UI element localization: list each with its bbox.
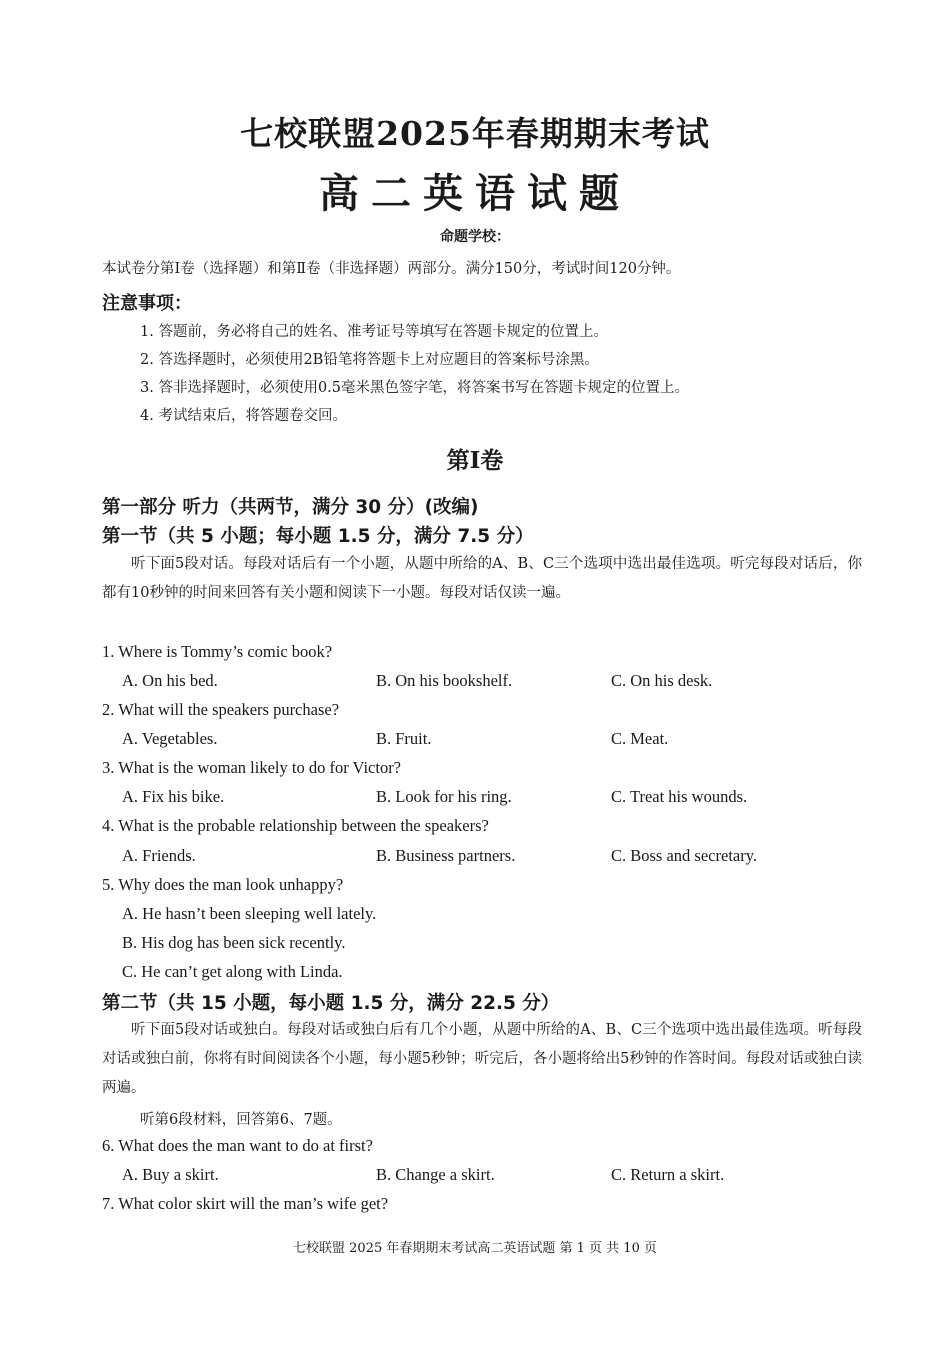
option-c: C. He can’t get along with Linda.: [122, 962, 343, 981]
option-b: B. Look for his ring.: [376, 787, 512, 806]
question-text: 3. What is the woman likely to do for Victor?: [102, 758, 402, 777]
option-c: C. On his desk.: [611, 671, 713, 690]
option-b: B. Business partners.: [376, 846, 516, 865]
option-c: C. Return a skirt.: [611, 1165, 725, 1184]
author-label: 命题学校：: [440, 229, 510, 245]
notice-item: 3. 答非选择题时，必须使用0.5毫米黑色签字笔，将答案书写在答题卡规定的位置上。: [140, 380, 690, 396]
notice-item: 4. 考试结束后，将答题卷交回。: [140, 408, 347, 424]
part1-heading: 第一部分 听力（共两节，满分 30 分）(改编): [102, 497, 479, 518]
option-a: A. Fix his bike.: [122, 787, 225, 806]
section1-heading: 第一节（共 5 小题；每小题 1.5 分，满分 7.5 分）: [102, 526, 534, 547]
option-a: A. He hasn’t been sleeping well lately.: [122, 904, 377, 923]
page-footer: 七校联盟 2025 年春期期末考试高二英语试题 第 1 页 共 10 页: [293, 1241, 657, 1256]
notice-item: 1. 答题前，务必将自己的姓名、准考证号等填写在答题卡规定的位置上。: [140, 324, 608, 340]
section1-instructions: 听下面5段对话。每段对话后有一个小题，从题中所给的A、B、C三个选项中选出最佳选项。听完每段对话后，你都有10秒钟的时间来回答有关小题和阅读下一小题。每段对话仅读一遍。: [102, 556, 862, 601]
option-c: C. Treat his wounds.: [611, 787, 748, 806]
option-c: C. Boss and secretary.: [611, 846, 758, 865]
question-text: 2. What will the speakers purchase?: [102, 700, 340, 719]
option-c: C. Meat.: [611, 729, 669, 748]
question-text: 4. What is the probable relationship between the speakers?: [102, 816, 489, 835]
option-a: A. On his bed.: [122, 671, 218, 690]
question-text: 1. Where is Tommy’s comic book?: [102, 642, 333, 661]
exam-subject: 高二英语试题: [319, 171, 631, 217]
material-note: 听第6段材料，回答第6、7题。: [140, 1112, 342, 1128]
option-a: A. Buy a skirt.: [122, 1165, 219, 1184]
option-b: B. Fruit.: [376, 729, 432, 748]
question-text: 6. What does the man want to do at first?: [102, 1136, 373, 1155]
option-b: B. His dog has been sick recently.: [122, 933, 346, 952]
notice-heading: 注意事项：: [102, 293, 192, 314]
exam-intro: 本试卷分第Ⅰ卷（选择题）和第Ⅱ卷（非选择题）两部分。满分150分，考试时间120分钟。: [102, 261, 681, 277]
question-text: 7. What color skirt will the man’s wife get?: [102, 1194, 389, 1213]
exam-title: 七校联盟2025年春期期末考试: [240, 114, 710, 153]
option-b: B. On his bookshelf.: [376, 671, 513, 690]
option-b: B. Change a skirt.: [376, 1165, 495, 1184]
section2-heading: 第二节（共 15 小题，每小题 1.5 分，满分 22.5 分）: [102, 993, 560, 1014]
option-a: A. Friends.: [122, 846, 196, 865]
section2-instructions: 听下面5段对话或独白。每段对话或独白后有几个小题，从题中所给的A、B、C三个选项中选出最佳选项。听每段对话或独白前，你将有时间阅读各个小题，每小题5秒钟；听完后，各小题将给出5秒钟的作答时间。每段对话或独白读两遍。: [102, 1022, 862, 1096]
option-a: A. Vegetables.: [122, 729, 218, 748]
question-text: 5. Why does the man look unhappy?: [102, 875, 344, 894]
notice-item: 2. 答选择题时，必须使用2B铅笔将答题卡上对应题目的答案标号涂黑。: [140, 352, 599, 368]
volume-heading: 第Ⅰ卷: [446, 447, 504, 474]
